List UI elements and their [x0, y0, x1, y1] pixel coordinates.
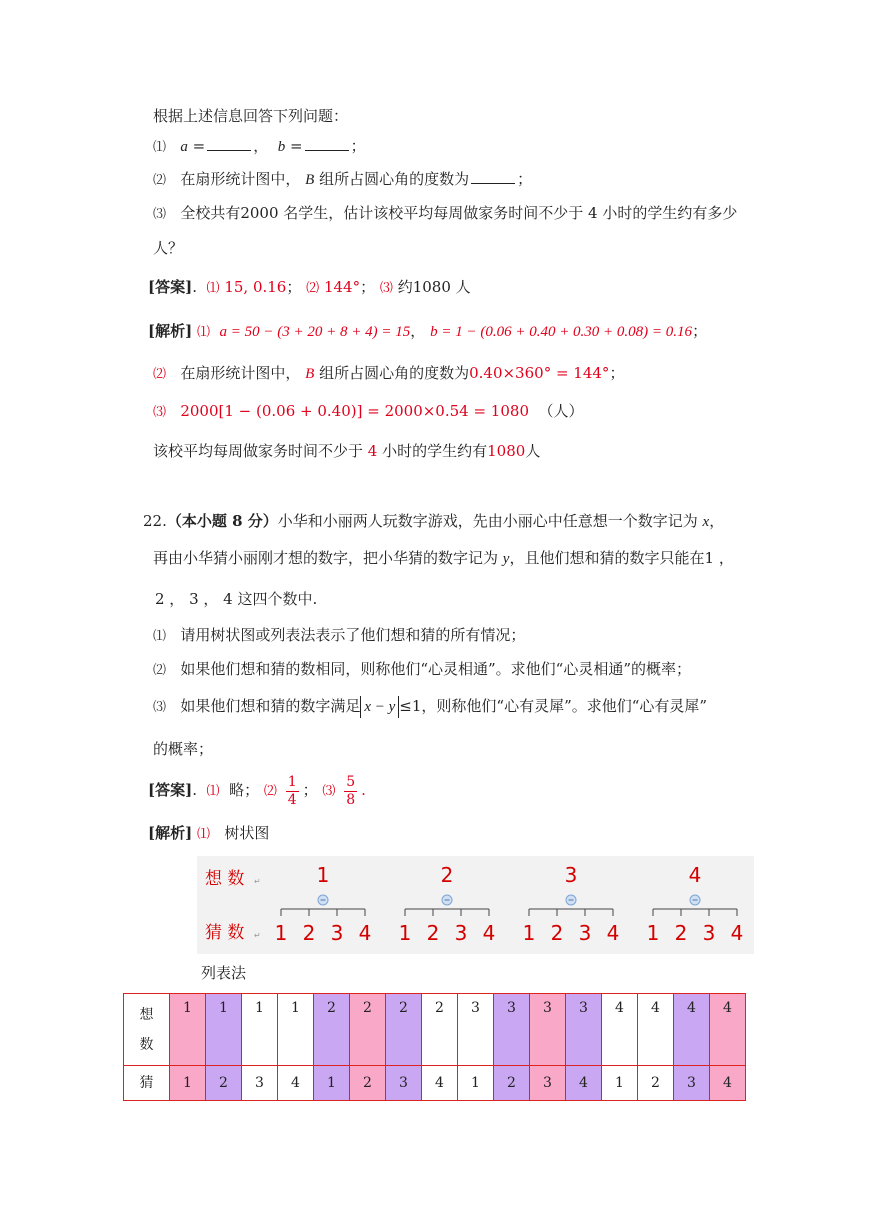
q21-part3-num: ⑶: [153, 207, 167, 222]
tree-leaf-label: 3: [578, 921, 592, 945]
q21-var-a: a: [180, 139, 188, 155]
tree-leaf-label: 4: [730, 921, 744, 945]
q21-part2: [153, 169, 532, 191]
table-cell-think: 1: [242, 994, 278, 1066]
q21-part1: [153, 136, 366, 158]
q21-part2-text-a: 在扇形统计图中，: [180, 170, 301, 188]
q21-an1-num: ⑴: [196, 325, 210, 340]
tree-leaf-label: 3: [454, 921, 468, 945]
tree-leaf-label: 2: [426, 921, 440, 945]
q22-ans3-denominator: 8: [346, 791, 356, 808]
q22-part3-text-a: 如果他们想和猜的数字满足: [180, 697, 361, 715]
table-cell-guess: 1: [314, 1066, 350, 1101]
tree-branch-group: [523, 863, 620, 945]
table-cell-guess: 2: [350, 1066, 386, 1101]
q22-ans3-num: ⑶: [322, 784, 336, 799]
table-header-think-1: 想: [139, 1007, 154, 1023]
q22-ans2-denominator: 4: [287, 791, 297, 808]
q21-ans2: 144°: [323, 278, 361, 296]
q21-var-b: b: [277, 139, 286, 155]
q22-part1-text: 请用树状图或列表法表示了他们想和猜的所有情况；: [180, 626, 526, 644]
q21-an3-unit: （人）: [538, 402, 584, 420]
tree-root-label: 2: [440, 863, 454, 887]
q21-an3-expr: 2000[1 − (0.06 + 0.40)] = 2000×0.54 = 1080: [180, 402, 529, 420]
q21-part2-end: ；: [517, 170, 533, 188]
table-cell-guess: 3: [674, 1066, 710, 1101]
table-cell-think: 2: [422, 994, 458, 1066]
table-cell-guess: 3: [242, 1066, 278, 1101]
q21-eq-b: =: [290, 137, 303, 155]
q21-blank-b[interactable]: [305, 136, 349, 151]
q22-ans-sep: ；: [302, 781, 318, 799]
q22-ans3-numerator: 5: [346, 773, 356, 790]
q21-ans-sep2: ；: [360, 278, 376, 296]
table-cell-guess: 2: [206, 1066, 242, 1101]
q21-an2-B: B: [305, 366, 315, 382]
tree-diagram-svg: [197, 856, 754, 954]
table-cell-think: 3: [494, 994, 530, 1066]
q21-analysis1: [148, 321, 707, 343]
table-header-think: [124, 994, 170, 1066]
q22-part2-text: 如果他们想和猜的数相同，则称他们“心灵相通”。求他们“心灵相通”的概率；: [180, 660, 692, 678]
table-cell-think: 1: [278, 994, 314, 1066]
table-cell-guess: 2: [494, 1066, 530, 1101]
table-cell-think: 2: [314, 994, 350, 1066]
q21-blank-a[interactable]: [207, 136, 251, 151]
q22-an1-text: 树状图: [224, 824, 270, 842]
q21-part3: [153, 203, 737, 225]
tree-leaf-label: 3: [702, 921, 716, 945]
tree-branch-group: [399, 863, 496, 945]
q22-list-label: 列表法: [201, 964, 247, 982]
table-cell-think: 2: [350, 994, 386, 1066]
q22-analysis-label: [解析]: [148, 824, 193, 842]
q22-abs-expr: x − y: [360, 696, 399, 718]
table-cell-think: 1: [206, 994, 242, 1066]
table-cell-guess: 2: [638, 1066, 674, 1101]
q22-number: 22.: [143, 512, 167, 530]
q22-part2: [153, 659, 691, 681]
table-header-think-2: 数: [139, 1037, 154, 1053]
q22-part3-text-b: ，则称他们“心有灵犀”。求他们“心有灵犀”: [421, 697, 708, 715]
q21-part2-B: B: [305, 172, 315, 188]
q21-an1-end: ；: [692, 322, 708, 340]
tree-root-label: 3: [564, 863, 578, 887]
q21-analysis3: [153, 401, 584, 423]
table-cell-guess: 1: [170, 1066, 206, 1101]
q22-stem1: [143, 511, 724, 532]
q21-part3-text: 全校共有2000 名学生，估计该校平均每周做家务时间不少于 4 小时的学生约有多少: [180, 204, 738, 222]
q22-answer-dot: .: [192, 781, 197, 799]
q22-an1-num: ⑴: [196, 827, 210, 842]
table-cell-think: 3: [458, 994, 494, 1066]
q21-ans2-num: ⑵: [306, 281, 320, 296]
q22-answer-label: [答案]: [148, 781, 193, 799]
tree-leaf-label: 1: [398, 921, 412, 945]
q21-an2-num: ⑵: [153, 367, 167, 382]
table-cell-guess: 4: [278, 1066, 314, 1101]
q22-ans-end: .: [361, 781, 366, 799]
table-cell-think: 2: [386, 994, 422, 1066]
q21-an1-sep: ，: [410, 322, 426, 340]
q22-stem2-text2: ，且他们想和猜的数字只能在: [509, 549, 705, 567]
q21-ans3-num: ⑶: [379, 281, 393, 296]
table-cell-guess: 4: [710, 1066, 746, 1101]
table-row-guess: [124, 1066, 746, 1101]
tree-root-label: 4: [688, 863, 702, 887]
q21-an3-num: ⑶: [153, 405, 167, 420]
q22-ans2-numerator: 1: [287, 773, 297, 790]
q21-sep: ，: [253, 137, 269, 155]
q21-an4-n: 4: [367, 442, 378, 460]
tree-leaf-label: 1: [646, 921, 660, 945]
q22-answer: [148, 772, 366, 810]
q21-an2-text2: 组所占圆心角的度数为: [319, 364, 470, 382]
q22-stem1-text: 小华和小丽两人玩数字游戏，先由小丽心中任意想一个数字记为: [277, 512, 698, 530]
table-header-guess: 猜: [124, 1066, 170, 1101]
q22-part1: [153, 625, 525, 647]
q22-stem2-1: 1: [704, 549, 715, 567]
q22-analysis1: [148, 823, 269, 845]
q22-ans3-fraction: [344, 774, 357, 809]
q21-an2-end: ；: [609, 364, 625, 382]
tree-leaf-label: 2: [674, 921, 688, 945]
q22-ans1: 略；: [229, 781, 260, 799]
table-cell-think: 3: [530, 994, 566, 1066]
q21-an1-expr2: b = 1 − (0.06 + 0.40 + 0.30 + 0.08) = 0.16: [430, 324, 693, 340]
q22-var-x: x: [702, 514, 710, 530]
q22-part1-num: ⑴: [153, 629, 167, 644]
q21-an2-text: 在扇形统计图中，: [180, 364, 301, 382]
tree-branch-group: [275, 863, 372, 945]
tree-leaf-label: 4: [482, 921, 496, 945]
q22-points: （本小题 8 分）: [166, 512, 278, 530]
q22-stem2-end: ，: [718, 549, 734, 567]
table-cell-think: 4: [602, 994, 638, 1066]
q22-part2-num: ⑵: [153, 663, 167, 678]
q21-an1-expr1: a = 50 − (3 + 20 + 8 + 4) = 15: [219, 324, 411, 340]
table-cell-guess: 3: [530, 1066, 566, 1101]
q21-an2-expr: 0.40×360° = 144°: [469, 364, 610, 382]
q22-part3: [153, 696, 707, 718]
tree-branch-group: [647, 863, 744, 945]
q21-end: ；: [350, 137, 366, 155]
q21-an4-n2: 1080: [487, 442, 526, 460]
q21-analysis2: [153, 363, 624, 385]
outcome-table: [123, 993, 746, 1101]
q22-le: ≤1: [399, 697, 422, 715]
table-cell-think: 1: [170, 994, 206, 1066]
q22-var-y: y: [502, 551, 510, 567]
q22-stem1-end: ，: [709, 512, 725, 530]
table-cell-guess: 3: [386, 1066, 422, 1101]
q21-part2-num: ⑵: [153, 173, 167, 188]
tree-row2-mark: ↵: [254, 931, 261, 940]
q21-answer: [148, 277, 471, 299]
table-row-think: [124, 994, 746, 1066]
q21-an4-text: 该校平均每周做家务时间不少于: [153, 442, 364, 460]
q21-an4-text3: 人: [525, 442, 541, 460]
q21-eq: =: [192, 137, 206, 155]
q21-part3-text2: 人？: [153, 239, 184, 257]
q21-ans1-num: ⑴: [206, 281, 220, 296]
tree-leaf-label: 1: [522, 921, 536, 945]
tree-row2-label: 猜 数: [205, 923, 245, 943]
q21-intro: 根据上述信息回答下列问题：: [153, 107, 349, 125]
q21-answer-label: [答案]: [148, 278, 193, 296]
table-cell-guess: 4: [566, 1066, 602, 1101]
tree-diagram: [197, 856, 754, 954]
q22-stem2: [153, 548, 734, 569]
tree-leaf-label: 2: [302, 921, 316, 945]
table-cell-guess: 1: [458, 1066, 494, 1101]
q21-part2-text-b: 组所占圆心角的度数为: [319, 170, 470, 188]
q21-answer-dot: .: [192, 278, 197, 296]
tree-leaf-label: 4: [606, 921, 620, 945]
table-cell-think: 4: [710, 994, 746, 1066]
table-cell-think: 3: [566, 994, 602, 1066]
tree-leaf-label: 2: [550, 921, 564, 945]
q21-an4-text2: 小时的学生约有: [382, 442, 488, 460]
q21-analysis4: [153, 441, 540, 461]
q22-part3-num: ⑶: [153, 700, 167, 715]
q22-part3-text-c: 的概率；: [153, 740, 214, 758]
table-cell-think: 4: [674, 994, 710, 1066]
tree-leaf-label: 4: [358, 921, 372, 945]
q22-ans2-num: ⑵: [263, 784, 277, 799]
tree-row1-mark: ↵: [254, 877, 261, 886]
q21-ans-sep1: ；: [286, 278, 302, 296]
tree-leaf-label: 3: [330, 921, 344, 945]
table-cell-think: 4: [638, 994, 674, 1066]
tree-root-label: 1: [316, 863, 330, 887]
q22-stem3: 2 ， 3 ， 4 这四个数中.: [155, 590, 318, 608]
tree-row1-label: 想 数: [205, 869, 245, 889]
q22-ans1-num: ⑴: [206, 784, 220, 799]
q21-ans1: 15, 0.16: [224, 278, 287, 296]
table-cell-guess: 4: [422, 1066, 458, 1101]
tree-leaf-label: 1: [274, 921, 288, 945]
q21-analysis-label: [解析]: [148, 322, 193, 340]
q21-ans3: 约1080 人: [397, 278, 471, 296]
q21-blank-angle[interactable]: [471, 169, 515, 184]
q22-stem2-text: 再由小华猜小丽刚才想的数字，把小华猜的数字记为: [153, 549, 499, 567]
q21-part1-num: ⑴: [153, 140, 167, 155]
table-cell-guess: 1: [602, 1066, 638, 1101]
q22-ans2-fraction: [286, 774, 299, 809]
